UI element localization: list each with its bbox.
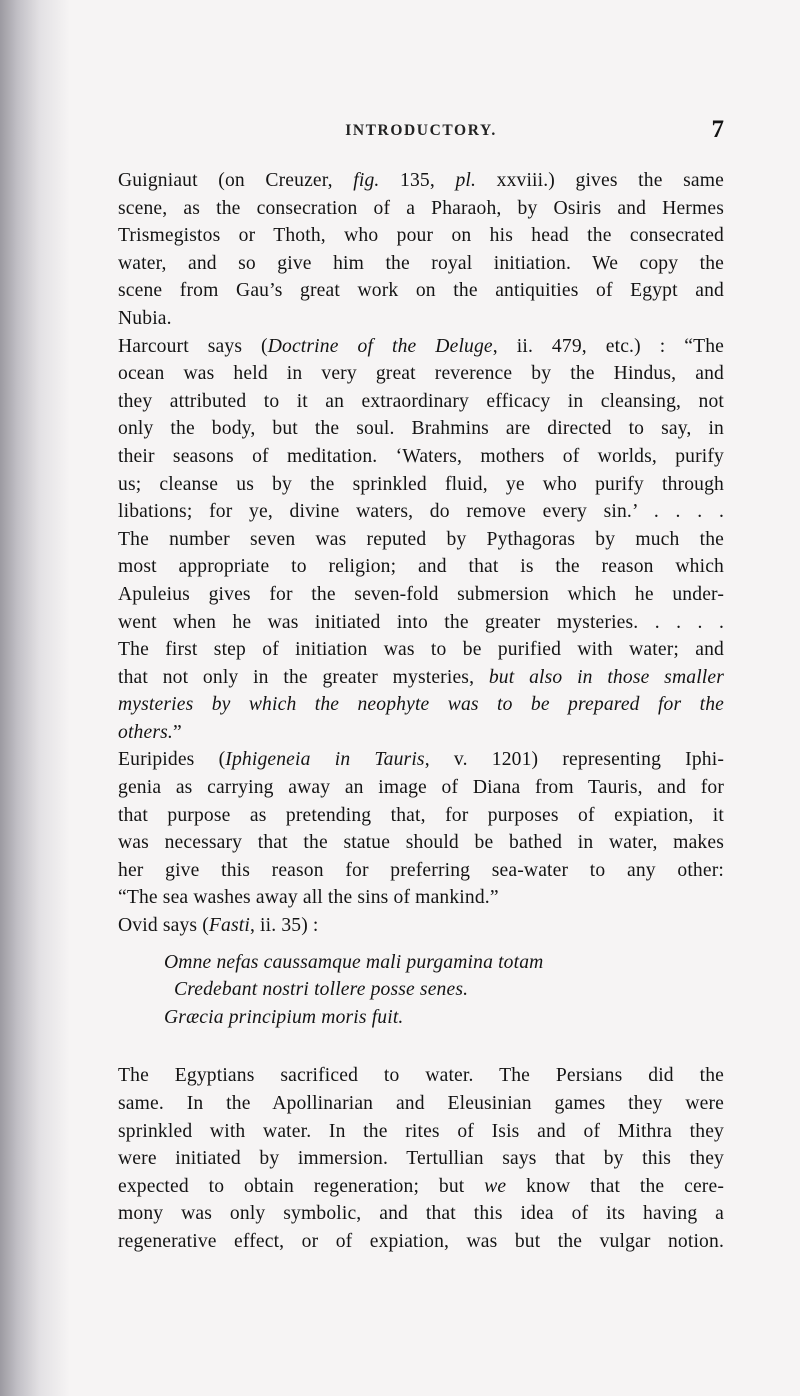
paragraph-guigniaut [118,167,724,333]
text-line: genia as carrying away an image of Diana from Tauris, and for [118,777,724,799]
italic-emphasis: others. [118,721,173,743]
text-line: libations; for ye, divine waters, do remove every sin.’ . . . . [118,501,724,523]
text-line: expected to obtain regeneration; but we know that the cere- [118,1175,724,1197]
verse-line: Omne nefas caussamque mali purgamina totam [164,951,544,973]
text-line: most appropriate to religion; and that is the reason which [118,556,724,578]
text-line: Harcourt says (Doctrine of the Deluge, ii. 479, etc.) : “The [118,335,724,357]
text-line: was necessary that the statue should be bathed in water, makes [118,832,724,854]
text-line: regenerative effect, or of expiation, was but the vulgar notion. [118,1230,724,1252]
verse-line: Credebant nostri tollere posse senes. [174,979,469,1001]
italic-title: Fasti [208,915,250,937]
latin-verse [164,949,724,1032]
text-line: their seasons of meditation. ‘Waters, mothers of worlds, purify [118,445,724,467]
text-line: same. In the Apollinarian and Eleusinian games they were [118,1093,724,1114]
text-line: Euripides (Iphigeneia in Tauris, v. 1201) representing Iphi- [118,749,724,771]
text-line: went when he was initiated into the greater mysteries. . . . . [118,611,724,633]
text-line: The Egyptians sacrificed to water. The Persians did the [118,1065,724,1087]
text-line: ocean was held in very great reverence by the Hindus, and [118,363,724,385]
italic-fig: fig. [353,170,380,191]
page-number: 7 [711,116,724,143]
text-line: sprinkled with water. In the rites of Isis and of Mithra they [118,1120,724,1142]
text-line: that purpose as pretending that, for purposes of expiation, it [118,804,724,826]
text-line: Nubia. [118,307,172,329]
text-line: scene from Gau’s great work on the antiquities of Egypt and [118,280,724,302]
text-line: that not only in the greater mysteries, but also in those smaller [118,666,724,688]
italic-emphasis: mysteries by which the neophyte was to be prepared for the [118,694,724,716]
text-line: they attributed to it an extraordinary efficacy in cleansing, not [118,390,724,412]
text-line: Apuleius gives for the seven-fold submersion which he under- [118,583,724,605]
paragraph-egyptians [118,1062,724,1255]
text-line: only the body, but the soul. Brahmins are directed to say, in [118,418,724,440]
text-line: mony was only symbolic, and that this idea of its having a [118,1203,724,1225]
line-part: 135, [379,170,456,191]
text-line: her give this reason for preferring sea-water to any other: [118,859,724,881]
paragraph-ovid [118,912,724,940]
italic-pl: pl. [455,170,477,191]
text-line: others.” [118,721,182,743]
text-line [118,691,724,719]
text-line: scene, as the consecration of a Pharaoh, by Osiris and Hermes [118,197,724,219]
italic-title: Iphigeneia in Tauris [225,749,425,771]
paragraph-harcourt [118,333,724,747]
body-text [118,167,724,1256]
line-part: xxviii.) gives the same [476,170,724,191]
paragraph-euripides [118,746,724,912]
running-header [118,118,724,148]
text-line: “The sea washes away all the sins of mankind.” [118,887,499,909]
line-part: Guigniaut (on Creuzer, [118,170,354,191]
verse-line: Græcia principium moris fuit. [164,1006,404,1028]
text-line: Trismegistos or Thoth, who pour on his head the consecrated [118,225,724,247]
italic-emphasis: but also in those smaller [488,666,724,688]
text-line [118,167,724,195]
text-line: Ovid says (Fasti, ii. 35) : [118,915,319,937]
italic-we: we [484,1175,507,1197]
text-line: us; cleanse us by the sprinkled fluid, ye who purify through [118,473,724,495]
text-line: water, and so give him the royal initiation. We copy the [118,252,724,274]
text-line: The number seven was reputed by Pythagoras by much the [118,528,724,550]
text-line: The first step of initiation was to be purified with water; and [118,639,724,661]
text-line: were initiated by immersion. Tertullian says that by this they [118,1148,724,1170]
italic-title: Doctrine of the Deluge [267,335,493,357]
running-title: INTRODUCTORY. [345,122,497,139]
